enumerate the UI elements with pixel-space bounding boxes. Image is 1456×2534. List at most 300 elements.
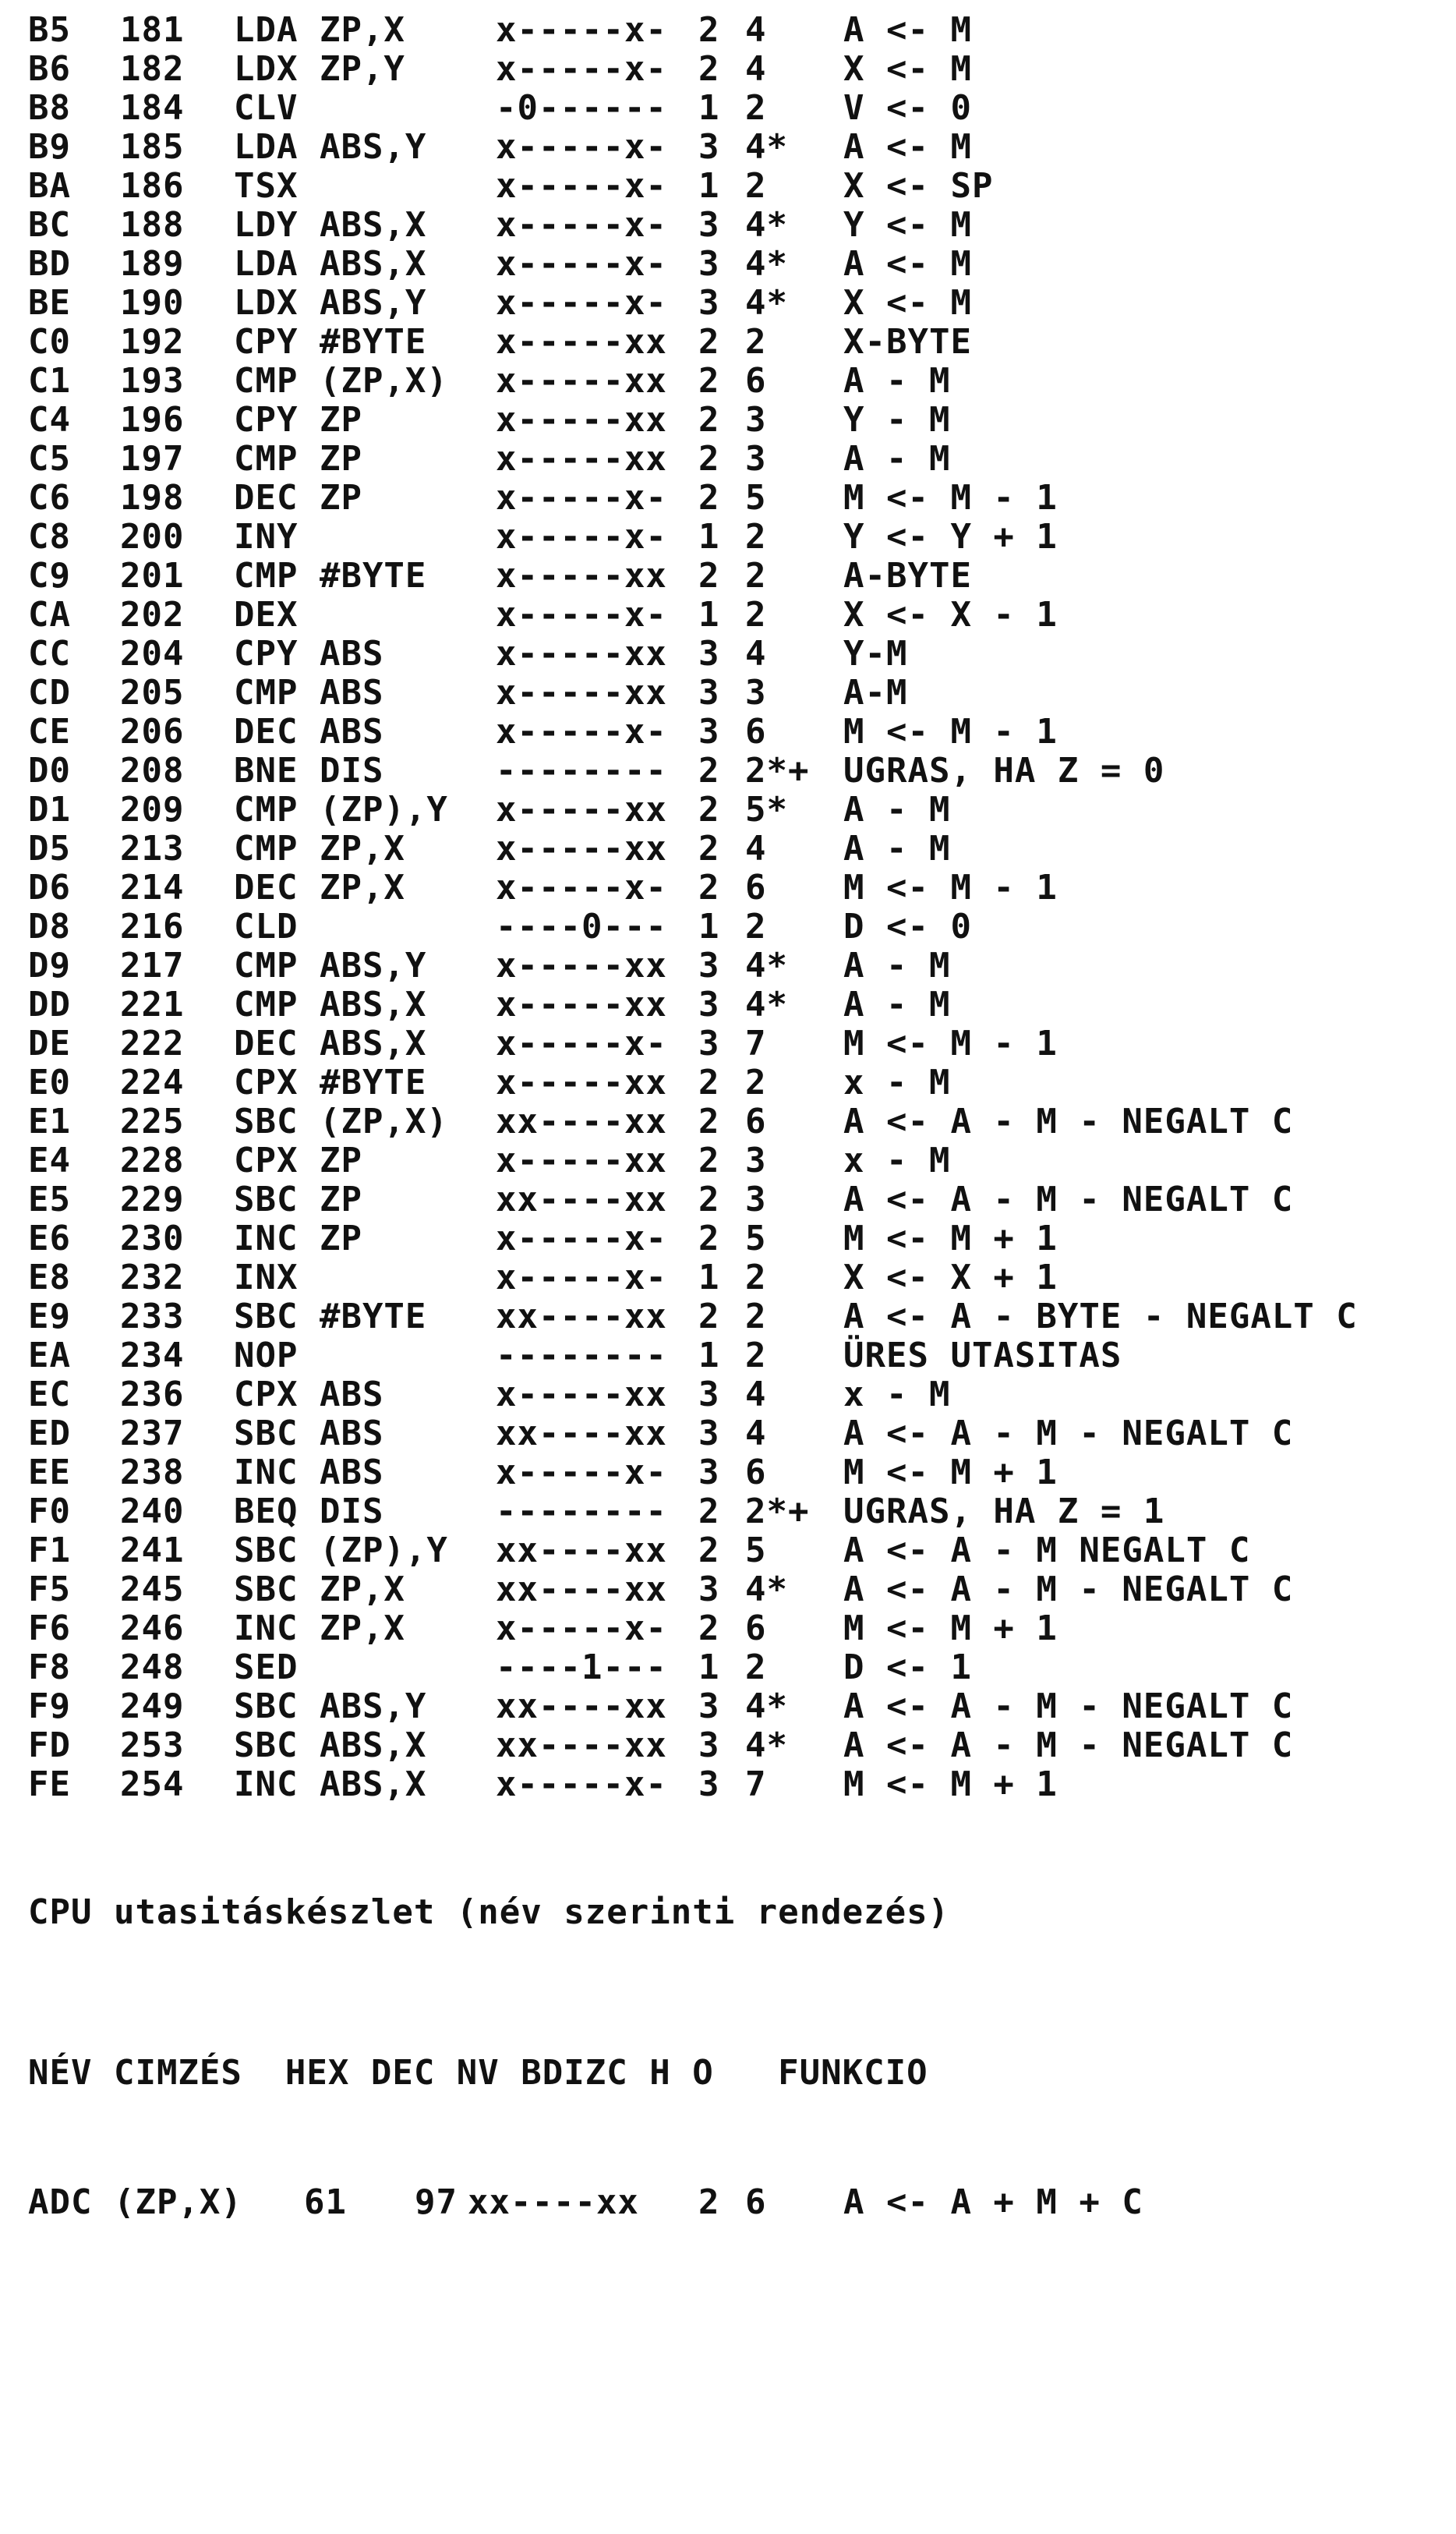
cycles-cell: 4* (745, 205, 788, 245)
flags-cell: x-----x- (496, 127, 667, 167)
flags-cell: -------- (496, 1492, 667, 1531)
mnemonic-cell: CPX ZP (234, 1141, 362, 1180)
hex-cell: C4 (28, 400, 71, 440)
function-cell: UGRAS, HA Z = 1 (843, 1492, 1165, 1531)
function-cell: X <- SP (843, 166, 994, 206)
bytes-cell: 3 (698, 1453, 720, 1492)
hex-cell: CC (28, 634, 71, 674)
dec-cell: 200 (120, 517, 185, 557)
bytes-cell: 3 (698, 1570, 720, 1609)
mnemonic-cell: CMP ABS,Y (234, 946, 427, 986)
cycles-cell: 5 (745, 1531, 767, 1570)
dec-cell: 224 (120, 1063, 185, 1102)
cycles-cell: 2 (745, 1258, 767, 1297)
function-cell: D <- 0 (843, 907, 972, 947)
dec-cell: 182 (120, 49, 185, 89)
cycles-cell: 7 (745, 1024, 767, 1064)
dec-cell: 230 (120, 1219, 185, 1258)
mnemonic-cell: LDY ABS,X (234, 205, 427, 245)
bytes-cell: 2 (698, 1141, 720, 1180)
hex-cell: C5 (28, 439, 71, 479)
hex-cell: E6 (28, 1219, 71, 1258)
hex-cell: C8 (28, 517, 71, 557)
mnemonic-cell: INC ZP (234, 1219, 362, 1258)
mnemonic-cell: SBC ABS,X (234, 1725, 427, 1765)
dec-cell: 189 (120, 244, 185, 284)
table-row (28, 2183, 1431, 2222)
hex-cell: D9 (28, 946, 71, 986)
dec-cell: 241 (120, 1531, 185, 1570)
flags-cell: xx----xx (496, 1725, 667, 1765)
mnemonic-cell: CPY ABS (234, 634, 384, 674)
hex-cell: B9 (28, 127, 71, 167)
function-cell: UGRAS, HA Z = 0 (843, 751, 1165, 791)
flags-cell: -------- (496, 751, 667, 791)
function-cell: D <- 1 (843, 1647, 972, 1687)
bytes-cell: 2 (698, 49, 720, 89)
flags-cell: x-----xx (496, 439, 667, 479)
dec-cell: 198 (120, 478, 185, 518)
hex-cell: F0 (28, 1492, 71, 1531)
function-cell: A-BYTE (843, 556, 972, 596)
hex-cell: F9 (28, 1686, 71, 1726)
cycles-cell: 3 (745, 1141, 767, 1180)
hex-cell: C1 (28, 361, 71, 401)
hex-cell: DD (28, 985, 71, 1025)
hex-cell: BE (28, 283, 71, 323)
dec-cell: 246 (120, 1609, 185, 1648)
dec-cell: 201 (120, 556, 185, 596)
hex-cell: F1 (28, 1531, 71, 1570)
cycles-cell: 2 (745, 1297, 767, 1336)
dec-cell: 253 (120, 1725, 185, 1765)
cycles-cell: 6 (745, 2182, 767, 2222)
dec-cell: 188 (120, 205, 185, 245)
cycles-cell: 4* (745, 1570, 788, 1609)
bytes-cell: 2 (698, 322, 720, 362)
dec-cell: 206 (120, 712, 185, 752)
bytes-cell: 3 (698, 127, 720, 167)
bytes-cell: 2 (698, 1531, 720, 1570)
hex-cell: E4 (28, 1141, 71, 1180)
cycles-cell: 3 (745, 673, 767, 713)
dec-cell: 225 (120, 1102, 185, 1141)
bytes-cell: 3 (698, 1686, 720, 1726)
hex-cell: B8 (28, 88, 71, 128)
dec-cell: 186 (120, 166, 185, 206)
hex-cell: E5 (28, 1180, 71, 1219)
function-cell: A <- A - M - NEGALT C (843, 1725, 1294, 1765)
function-cell: A - M (843, 361, 951, 401)
mnemonic-cell: INC ABS (234, 1453, 384, 1492)
function-cell: X-BYTE (843, 322, 972, 362)
flags-cell: x-----xx (496, 1063, 667, 1102)
dec-cell: 238 (120, 1453, 185, 1492)
column-header: NÉV CIMZÉS HEX DEC NV BDIZC H O FUNKCIO (28, 2053, 928, 2093)
mnemonic-cell: INC ZP,X (234, 1609, 405, 1648)
cycles-cell: 6 (745, 868, 767, 908)
function-cell: Y - M (843, 400, 951, 440)
bytes-cell: 2 (698, 1102, 720, 1141)
bytes-cell: 2 (698, 829, 720, 869)
bytes-cell: 3 (698, 1375, 720, 1414)
flags-cell: xx----xx (496, 1180, 667, 1219)
dec-cell: 204 (120, 634, 185, 674)
cycles-cell: 4 (745, 634, 767, 674)
cycles-cell: 3 (745, 439, 767, 479)
bytes-cell: 2 (698, 556, 720, 596)
dec-cell: 228 (120, 1141, 185, 1180)
bytes-cell: 3 (698, 205, 720, 245)
dec-cell: 185 (120, 127, 185, 167)
flags-cell: xx----xx (496, 1531, 667, 1570)
hex-cell: F8 (28, 1647, 71, 1687)
hex-cell: C0 (28, 322, 71, 362)
flags-cell: x-----x- (496, 712, 667, 752)
bytes-cell: 3 (698, 634, 720, 674)
flags-cell: x-----xx (496, 790, 667, 830)
cycles-cell: 3 (745, 400, 767, 440)
dec-cell: 222 (120, 1024, 185, 1064)
hex-cell: D1 (28, 790, 71, 830)
cycles-cell: 4* (745, 1725, 788, 1765)
function-cell: X <- X + 1 (843, 1258, 1058, 1297)
mnemonic-cell: LDX ABS,Y (234, 283, 427, 323)
bytes-cell: 3 (698, 1024, 720, 1064)
mnemonic-cell: INC ABS,X (234, 1764, 427, 1804)
cycles-cell: 4* (745, 1686, 788, 1726)
bytes-cell: 2 (698, 1492, 720, 1531)
mnemonic-cell: INX (234, 1258, 299, 1297)
mnemonic-cell: SBC ZP (234, 1180, 362, 1219)
bytes-cell: 1 (698, 907, 720, 947)
function-cell: A - M (843, 829, 951, 869)
bytes-cell: 2 (698, 361, 720, 401)
flags-cell: x-----x- (496, 166, 667, 206)
bytes-cell: 2 (698, 2182, 720, 2222)
cycles-cell: 3 (745, 1180, 767, 1219)
hex-cell: D6 (28, 868, 71, 908)
dec-cell: 181 (120, 10, 185, 50)
mnemonic-cell: DEC ZP,X (234, 868, 405, 908)
flags-cell: x-----xx (496, 829, 667, 869)
bytes-cell: 2 (698, 790, 720, 830)
cycles-cell: 6 (745, 1609, 767, 1648)
cycles-cell: 6 (745, 712, 767, 752)
bytes-cell: 2 (698, 400, 720, 440)
cycles-cell: 2 (745, 595, 767, 635)
mnemonic-cell: CMP #BYTE (234, 556, 427, 596)
mnemonic-cell: CLD (234, 907, 299, 947)
hex-cell: CA (28, 595, 71, 635)
cycles-cell: 2 (745, 1647, 767, 1687)
flags-cell: x-----x- (496, 283, 667, 323)
mnemonic-cell: CMP ZP,X (234, 829, 405, 869)
dec-cell: 245 (120, 1570, 185, 1609)
function-cell: ÜRES UTASITAS (843, 1336, 1122, 1375)
mnemonic-cell: TSX (234, 166, 299, 206)
mnemonic-cell: SBC ZP,X (234, 1570, 405, 1609)
function-cell: A <- A - BYTE - NEGALT C (843, 1297, 1358, 1336)
cycles-cell: 4* (745, 283, 788, 323)
flags-cell: xx----xx (496, 1102, 667, 1141)
function-cell: X <- X - 1 (843, 595, 1058, 635)
function-cell: x - M (843, 1141, 951, 1180)
flags-cell: x-----x- (496, 244, 667, 284)
bytes-cell: 3 (698, 1764, 720, 1804)
hex-cell: CD (28, 673, 71, 713)
dec-cell: 209 (120, 790, 185, 830)
bytes-cell: 2 (698, 478, 720, 518)
cycles-cell: 2 (745, 88, 767, 128)
section-title: CPU utasitáskészlet (név szerinti rendezés) (28, 1892, 950, 1932)
mnemonic-cell: CMP (ZP),Y (234, 790, 448, 830)
mnemonic-cell: CMP ABS,X (234, 985, 427, 1025)
hex-cell: B6 (28, 49, 71, 89)
cycles-cell: 2 (745, 556, 767, 596)
dec-cell: 193 (120, 361, 185, 401)
bytes-cell: 1 (698, 595, 720, 635)
dec-cell: 236 (120, 1375, 185, 1414)
mnemonic-cell: CPY #BYTE (234, 322, 427, 362)
cycles-cell: 5 (745, 1219, 767, 1258)
cycles-cell: 2 (745, 517, 767, 557)
mnemonic-cell: CPX ABS (234, 1375, 384, 1414)
cycles-cell: 6 (745, 361, 767, 401)
function-cell: A <- M (843, 244, 972, 284)
hex-cell: EE (28, 1453, 71, 1492)
flags-cell: x-----x- (496, 868, 667, 908)
hex-cell: BC (28, 205, 71, 245)
mnemonic-cell: ADC (ZP,X) (28, 2182, 242, 2222)
hex-cell: FE (28, 1764, 71, 1804)
bytes-cell: 1 (698, 1258, 720, 1297)
cycles-cell: 4 (745, 1375, 767, 1414)
dec-cell: 192 (120, 322, 185, 362)
hex-cell: B5 (28, 10, 71, 50)
dec-cell: 254 (120, 1764, 185, 1804)
function-cell: Y <- Y + 1 (843, 517, 1058, 557)
cycles-cell: 4 (745, 829, 767, 869)
dec-cell: 208 (120, 751, 185, 791)
bytes-cell: 3 (698, 946, 720, 986)
hex-cell: BA (28, 166, 71, 206)
dec-cell: 97 (415, 2182, 458, 2222)
function-cell: A <- A - M - NEGALT C (843, 1414, 1294, 1453)
function-cell: M <- M - 1 (843, 868, 1058, 908)
cycles-cell: 2*+ (745, 751, 810, 791)
flags-cell: -------- (496, 1336, 667, 1375)
mnemonic-cell: DEC ABS,X (234, 1024, 427, 1064)
function-cell: Y <- M (843, 205, 972, 245)
mnemonic-cell: CMP ZP (234, 439, 362, 479)
mnemonic-cell: BNE DIS (234, 751, 384, 791)
hex-cell: D0 (28, 751, 71, 791)
cycles-cell: 4 (745, 10, 767, 50)
function-cell: A <- A - M - NEGALT C (843, 1686, 1294, 1726)
flags-cell: x-----x- (496, 1258, 667, 1297)
mnemonic-cell: DEC ABS (234, 712, 384, 752)
dec-cell: 229 (120, 1180, 185, 1219)
dec-cell: 240 (120, 1492, 185, 1531)
cycles-cell: 4* (745, 946, 788, 986)
function-cell: A - M (843, 985, 951, 1025)
mnemonic-cell: CMP (ZP,X) (234, 361, 448, 401)
dec-cell: 196 (120, 400, 185, 440)
dec-cell: 216 (120, 907, 185, 947)
bytes-cell: 2 (698, 10, 720, 50)
hex-cell: BD (28, 244, 71, 284)
mnemonic-cell: LDX ZP,Y (234, 49, 405, 89)
function-cell: Y-M (843, 634, 908, 674)
flags-cell: x-----xx (496, 400, 667, 440)
flags-cell: x-----x- (496, 478, 667, 518)
flags-cell: x-----x- (496, 205, 667, 245)
cycles-cell: 2 (745, 907, 767, 947)
function-cell: V <- 0 (843, 88, 972, 128)
bytes-cell: 2 (698, 1609, 720, 1648)
bytes-cell: 3 (698, 673, 720, 713)
flags-cell: xx----xx (496, 1297, 667, 1336)
hex-cell: E1 (28, 1102, 71, 1141)
bytes-cell: 1 (698, 517, 720, 557)
function-cell: A - M (843, 790, 951, 830)
bytes-cell: 1 (698, 166, 720, 206)
cycles-cell: 2 (745, 166, 767, 206)
flags-cell: x-----x- (496, 1609, 667, 1648)
dec-cell: 214 (120, 868, 185, 908)
function-cell: M <- M - 1 (843, 712, 1058, 752)
dec-cell: 184 (120, 88, 185, 128)
cycles-cell: 4* (745, 244, 788, 284)
cycles-cell: 2 (745, 322, 767, 362)
mnemonic-cell: CLV (234, 88, 299, 128)
cycles-cell: 5* (745, 790, 788, 830)
flags-cell: x-----x- (496, 1024, 667, 1064)
hex-cell: D8 (28, 907, 71, 947)
flags-cell: -0------ (496, 88, 667, 128)
mnemonic-cell: BEQ DIS (234, 1492, 384, 1531)
dec-cell: 197 (120, 439, 185, 479)
mnemonic-cell: SBC (ZP,X) (234, 1102, 448, 1141)
bytes-cell: 1 (698, 88, 720, 128)
flags-cell: x-----x- (496, 1219, 667, 1258)
dec-cell: 248 (120, 1647, 185, 1687)
cycles-cell: 6 (745, 1453, 767, 1492)
flags-cell: ----1--- (496, 1647, 667, 1687)
bytes-cell: 3 (698, 244, 720, 284)
dec-cell: 232 (120, 1258, 185, 1297)
function-cell: A <- M (843, 127, 972, 167)
function-cell: M <- M + 1 (843, 1609, 1058, 1648)
bytes-cell: 2 (698, 751, 720, 791)
hex-cell: E8 (28, 1258, 71, 1297)
hex-cell: C6 (28, 478, 71, 518)
hex-cell: E9 (28, 1297, 71, 1336)
cycles-cell: 5 (745, 478, 767, 518)
mnemonic-cell: SBC ABS (234, 1414, 384, 1453)
mnemonic-cell: SED (234, 1647, 299, 1687)
flags-cell: x-----xx (496, 985, 667, 1025)
cycles-cell: 6 (745, 1102, 767, 1141)
function-cell: A-M (843, 673, 908, 713)
bytes-cell: 3 (698, 1414, 720, 1453)
mnemonic-cell: NOP (234, 1336, 299, 1375)
dec-cell: 217 (120, 946, 185, 986)
bytes-cell: 3 (698, 712, 720, 752)
flags-cell: ----0--- (496, 907, 667, 947)
hex-cell: D5 (28, 829, 71, 869)
dec-cell: 221 (120, 985, 185, 1025)
cycles-cell: 2*+ (745, 1492, 810, 1531)
bytes-cell: 3 (698, 283, 720, 323)
bytes-cell: 2 (698, 1063, 720, 1102)
hex-cell: E0 (28, 1063, 71, 1102)
cycles-cell: 4 (745, 49, 767, 89)
dec-cell: 237 (120, 1414, 185, 1453)
function-cell: X <- M (843, 283, 972, 323)
mnemonic-cell: LDA ZP,X (234, 10, 405, 50)
flags-cell: x-----x- (496, 1453, 667, 1492)
flags-cell: x-----xx (496, 1375, 667, 1414)
function-cell: M <- M + 1 (843, 1764, 1058, 1804)
mnemonic-cell: LDA ABS,X (234, 244, 427, 284)
function-cell: M <- M - 1 (843, 478, 1058, 518)
cycles-cell: 4 (745, 1414, 767, 1453)
bytes-cell: 2 (698, 1219, 720, 1258)
flags-cell: xx----xx (496, 1570, 667, 1609)
flags-cell: x-----xx (496, 673, 667, 713)
flags-cell: x-----xx (496, 361, 667, 401)
mnemonic-cell: CMP ABS (234, 673, 384, 713)
function-cell: M <- M + 1 (843, 1453, 1058, 1492)
cycles-cell: 4* (745, 127, 788, 167)
bytes-cell: 2 (698, 439, 720, 479)
function-cell: A - M (843, 946, 951, 986)
hex-cell: EA (28, 1336, 71, 1375)
bytes-cell: 3 (698, 985, 720, 1025)
mnemonic-cell: SBC ABS,Y (234, 1686, 427, 1726)
mnemonic-cell: DEX (234, 595, 299, 635)
cycles-cell: 4* (745, 985, 788, 1025)
mnemonic-cell: INY (234, 517, 299, 557)
hex-cell: FD (28, 1725, 71, 1765)
hex-cell: EC (28, 1375, 71, 1414)
dec-cell: 213 (120, 829, 185, 869)
flags-cell: x-----x- (496, 1764, 667, 1804)
function-cell: A - M (843, 439, 951, 479)
function-cell: A <- A + M + C (843, 2182, 1143, 2222)
hex-cell: CE (28, 712, 71, 752)
mnemonic-cell: CPX #BYTE (234, 1063, 427, 1102)
flags-cell: xx----xx (468, 2182, 639, 2222)
function-cell: M <- M - 1 (843, 1024, 1058, 1064)
dec-cell: 205 (120, 673, 185, 713)
flags-cell: x-----xx (496, 556, 667, 596)
bytes-cell: 2 (698, 868, 720, 908)
hex-cell: 61 (304, 2182, 347, 2222)
hex-cell: ED (28, 1414, 71, 1453)
flags-cell: x-----x- (496, 517, 667, 557)
function-cell: A <- A - M - NEGALT C (843, 1102, 1294, 1141)
mnemonic-cell: SBC (ZP),Y (234, 1531, 448, 1570)
dec-cell: 249 (120, 1686, 185, 1726)
mnemonic-cell: CPY ZP (234, 400, 362, 440)
hex-cell: C9 (28, 556, 71, 596)
function-cell: X <- M (843, 49, 972, 89)
bytes-cell: 2 (698, 1180, 720, 1219)
mnemonic-cell: SBC #BYTE (234, 1297, 427, 1336)
